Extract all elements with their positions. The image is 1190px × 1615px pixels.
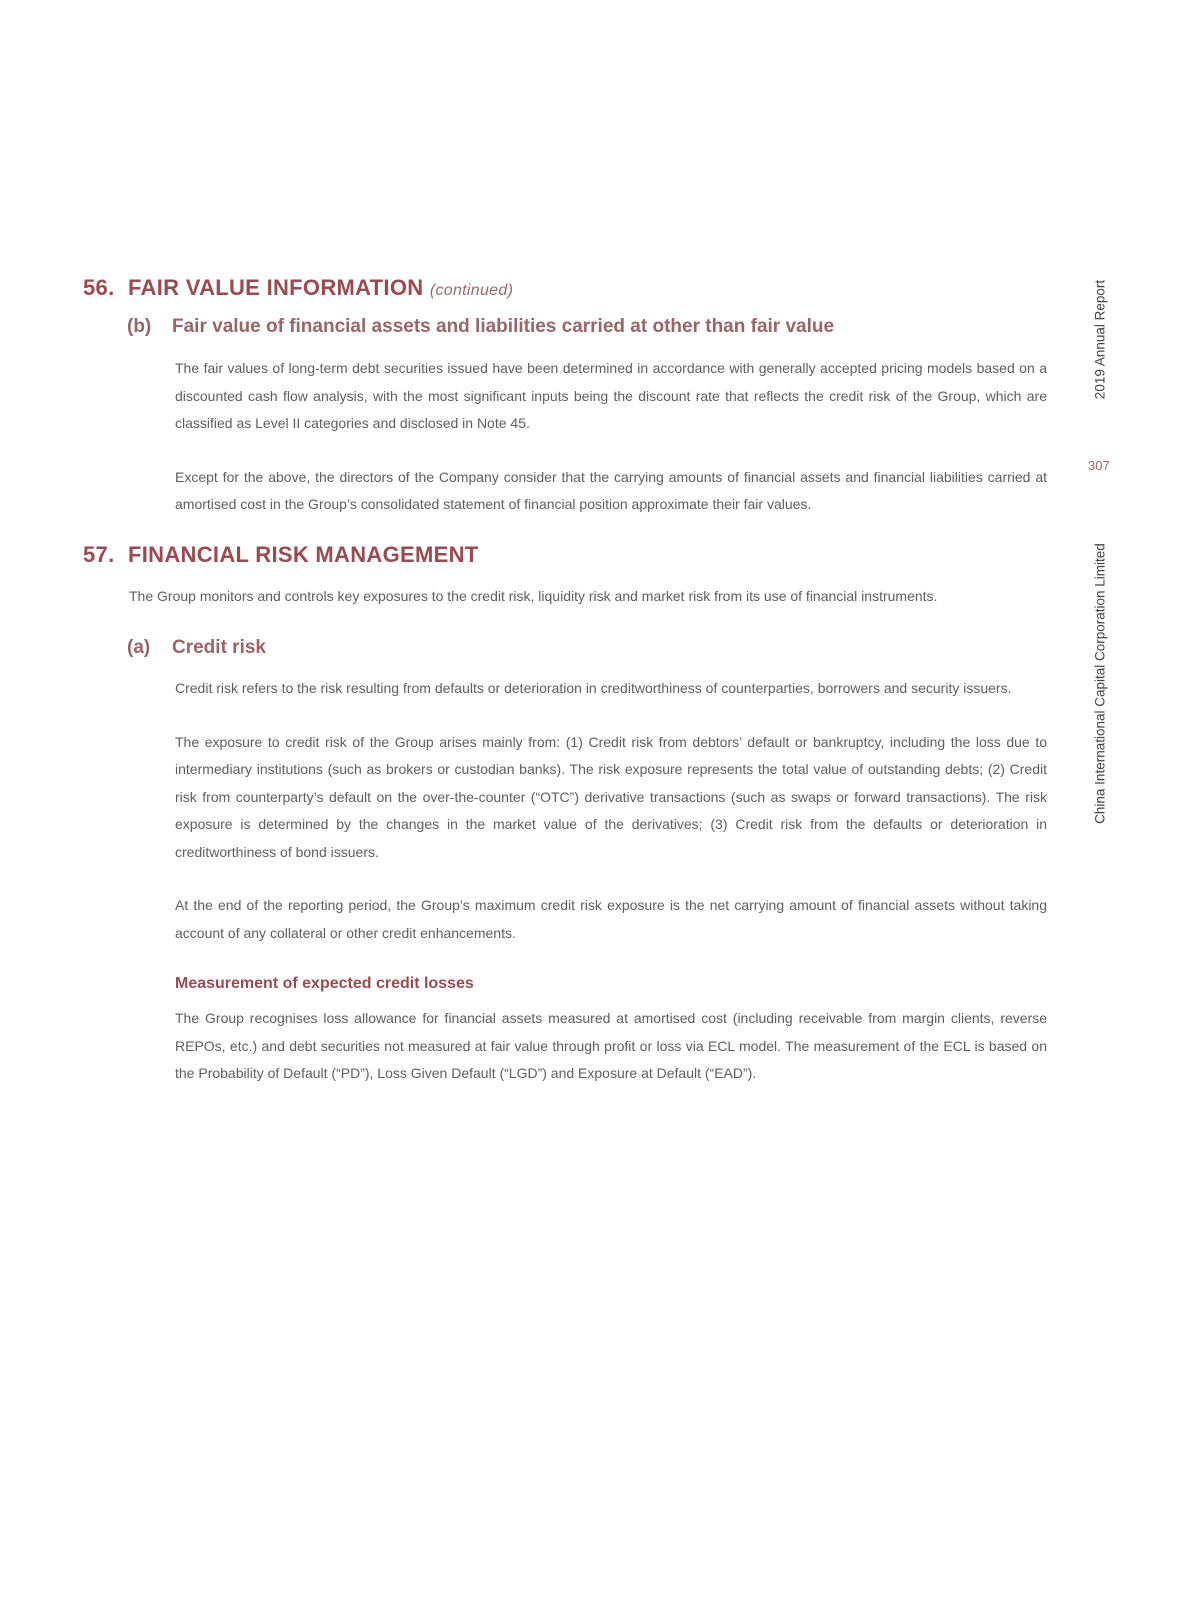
subsection-title: Fair value of financial assets and liabilities carried at other than fair value (172, 316, 835, 337)
section-57-intro (129, 583, 1049, 611)
paragraph: The exposure to credit risk of the Group arises mainly from: (1) Credit risk from debtors’ default or bankruptcy, including the loss due to intermediary institutions (such as brokers or custodian banks). The risk exposure represents the total value of outstanding debts; (2) Credit risk from counterparty’s default on the over-the-counter (“OTC”) derivative transactions (such as swaps or forward transactions). The risk exposure is determined by the changes in the market value of the derivatives; (3) Credit risk from the defaults or deterioration in creditworthiness of bond issuers. (175, 733, 1047, 860)
subsection-b-heading (127, 316, 835, 338)
ecl-heading: Measurement of expected credit losses (175, 975, 474, 992)
section-56-heading (83, 275, 513, 301)
section-title: FINANCIAL RISK MANAGEMENT (128, 542, 479, 567)
page-number: 307 (1088, 458, 1110, 473)
continued-label: (continued) (429, 282, 514, 299)
paragraph: The fair values of long-term debt securities issued have been determined in accordance with generally accepted pricing models based on a discounted cash flow analysis, with the most significant inputs being the discount rate that reflects the credit risk of the Group, which are classified as Level II categories and disclosed in Note 45. (175, 360, 1047, 431)
subsection-a-heading (127, 637, 266, 659)
section-number: 57. (83, 542, 115, 567)
subsection-title: Credit risk (172, 637, 266, 658)
paragraph: The Group monitors and controls key exposures to the credit risk, liquidity risk and market risk from its use of financial instruments. (129, 588, 938, 604)
section-57-heading (83, 542, 479, 568)
paragraph: Credit risk refers to the risk resulting from defaults or deterioration in creditworthiness of counterparties, borrowers and security issuers. (175, 680, 1012, 696)
section-title: FAIR VALUE INFORMATION (128, 275, 424, 300)
paragraph: Except for the above, the directors of the Company consider that the carrying amounts of financial assets and financial liabilities carried at amortised cost in the Group’s consolidated statement of financial position approximate their fair values. (175, 468, 1047, 512)
subsection-b-body (175, 355, 1047, 519)
subsection-label: (b) (127, 316, 152, 337)
paragraph: At the end of the reporting period, the Group’s maximum credit risk exposure is the net carrying amount of financial assets without taking account of any collateral or other credit enhancements. (175, 897, 1047, 941)
report-title: 2019 Annual Report (1092, 279, 1108, 400)
paragraph: The Group recognises loss allowance for financial assets measured at amortised cost (including receivable from margin clients, reverse REPOs, etc.) and debt securities not measured at fair value through profit or loss via ECL model. The measurement of the ECL is based on the Probability of Default (“PD”), Loss Given Default (“LGD”) and Exposure at Default (“EAD”). (175, 1010, 1047, 1081)
subsection-a-body (175, 675, 1047, 1088)
company-name: China International Capital Corporation Limited (1092, 543, 1108, 824)
section-number: 56. (83, 275, 115, 300)
subsection-label: (a) (127, 637, 151, 658)
